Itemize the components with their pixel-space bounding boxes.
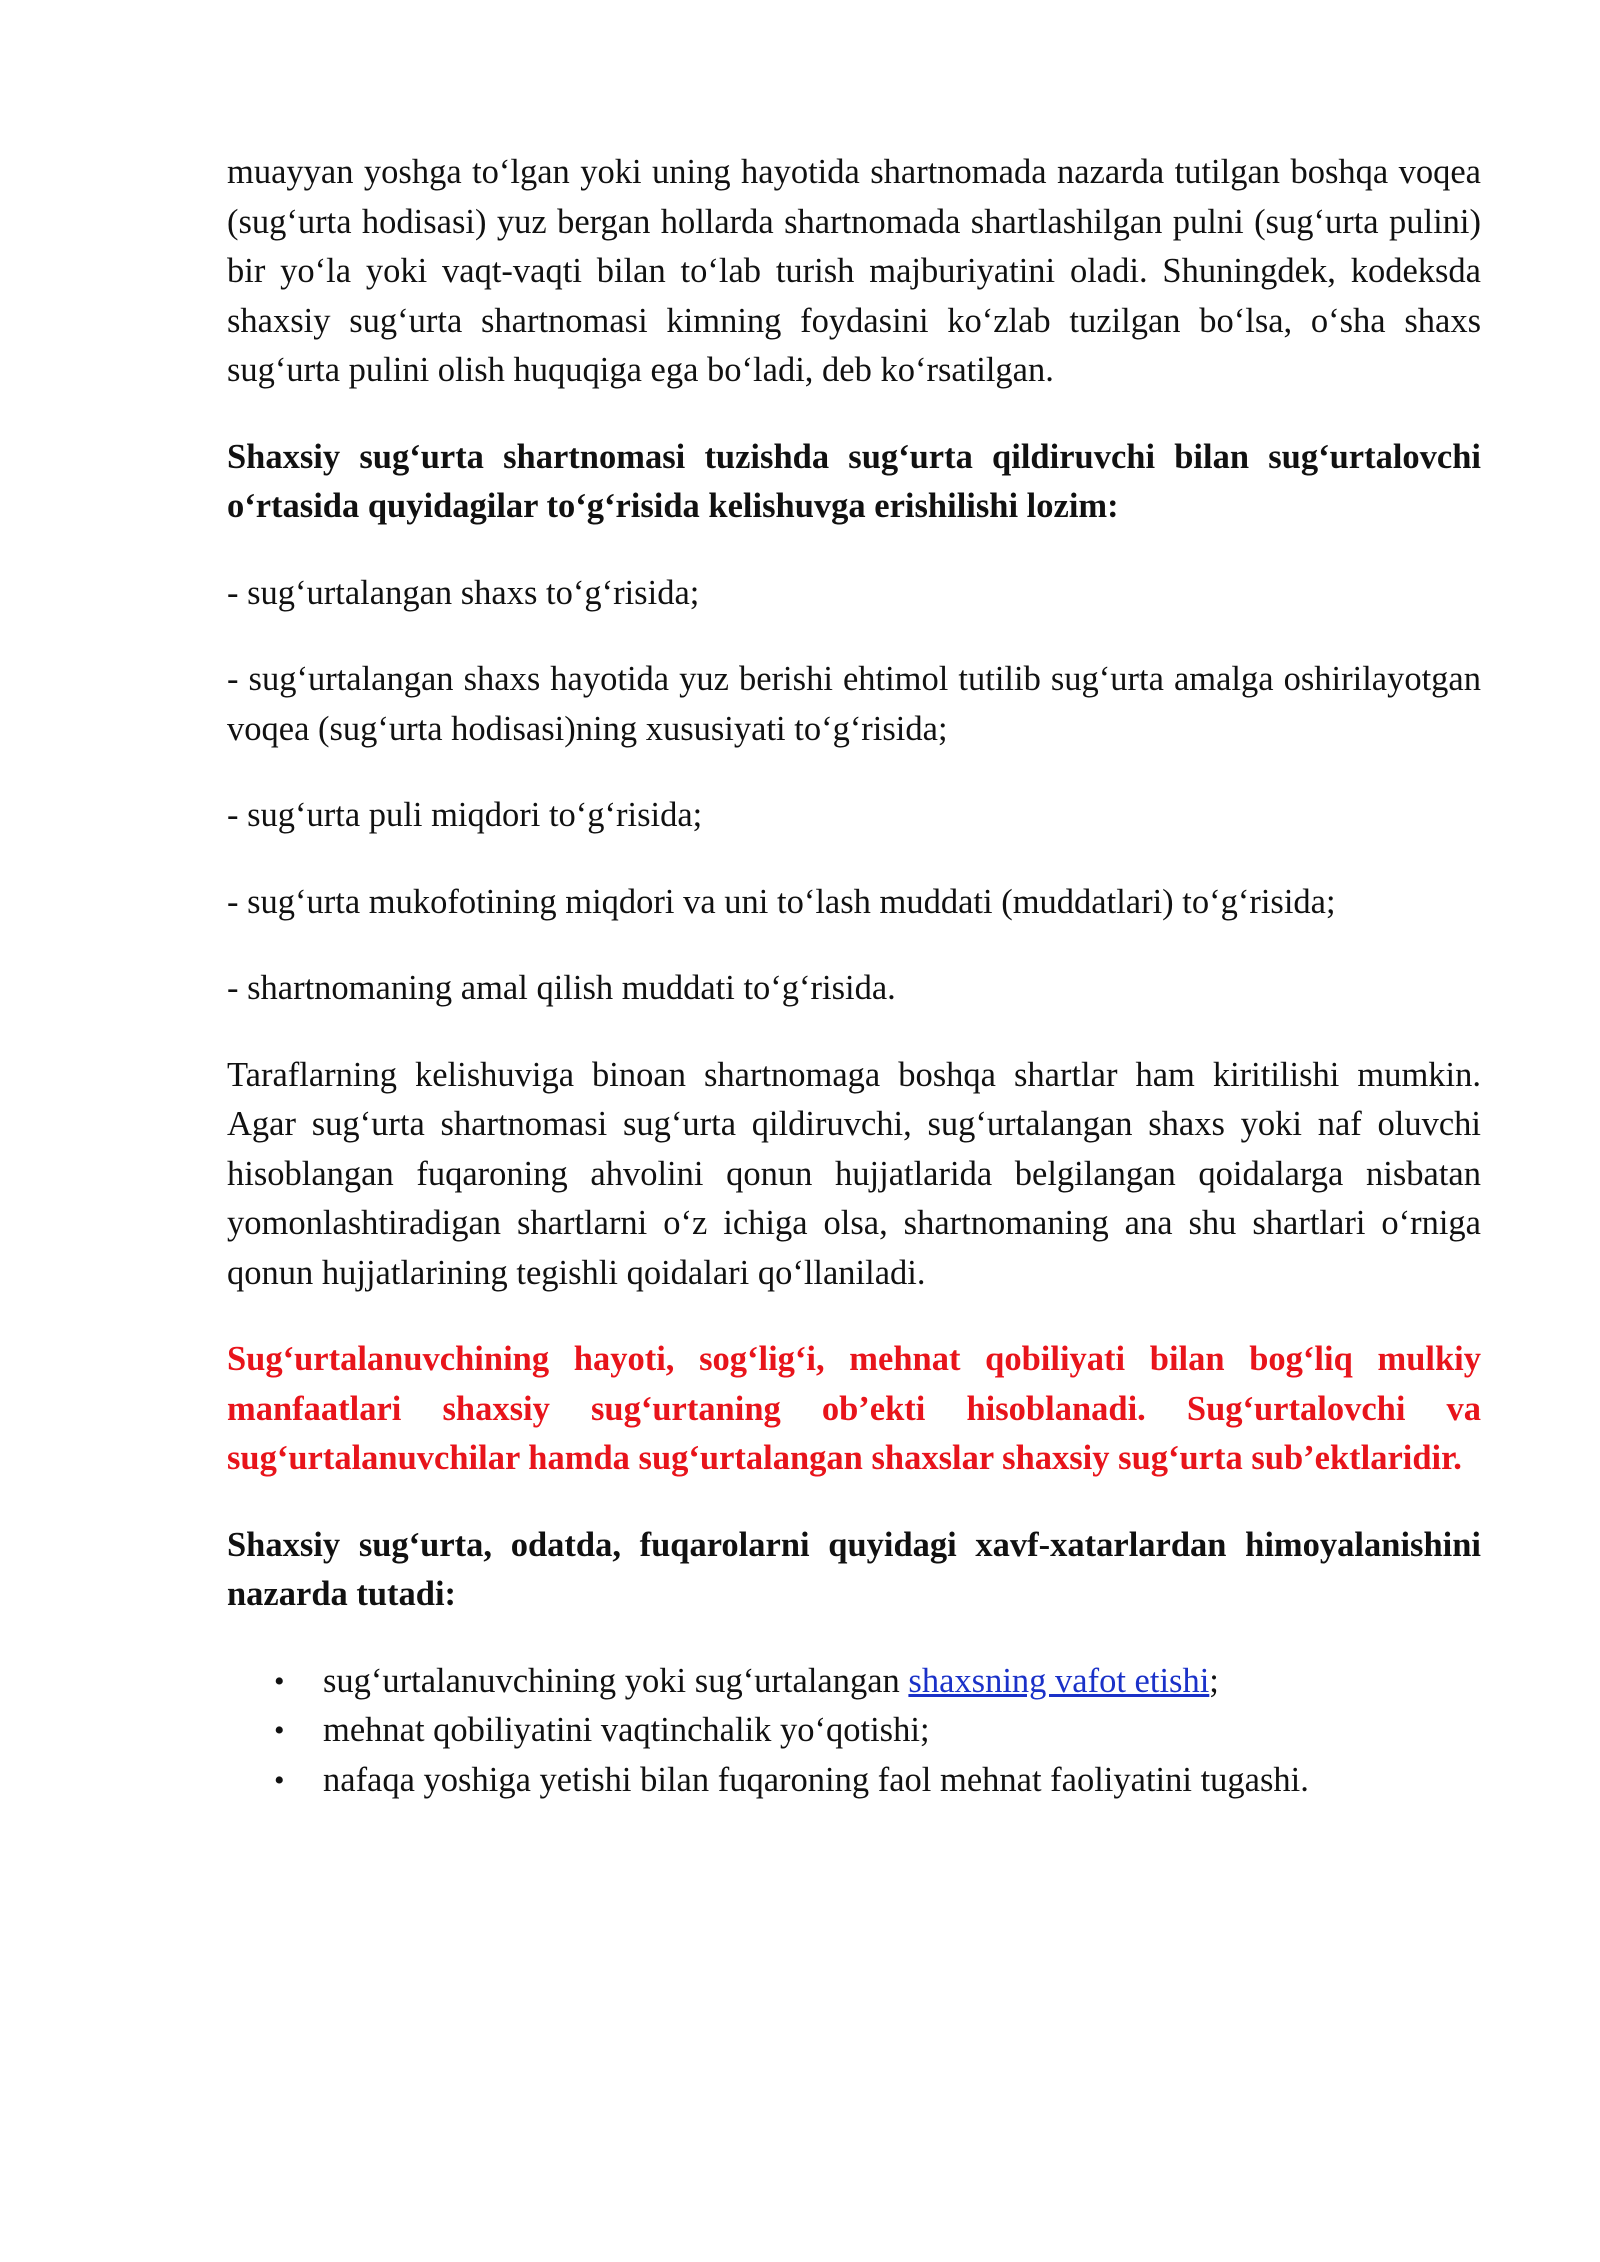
highlighted-red-paragraph: Sug‘urtalanuvchining hayoti, sog‘lig‘i, mehnat qobiliyati bilan bog‘liq mulkiy manfaatlari shaxsiy sug‘urtaning ob’ekti hisoblanadi. Sug‘urtalovchi va sug‘urtalanuvchilar hamda sug‘urtalangan shaxslar shaxsiy sug‘urta sub’ektlaridir.	[227, 1340, 1481, 1477]
list-item-suffix: ;	[1209, 1661, 1219, 1700]
parties-paragraph: Taraflarning kelishuviga binoan shartnomaga boshqa shartlar ham kiritilishi mumkin. Agar sug‘urta shartnomasi sug‘urta qildiruvchi, sug‘urtalangan shaxs yoki naf oluvchi hisoblangan fuqaroning ahvolini qonun hujjatlarida belgilangan qoidalarga nisbatan yomonlashtiradigan shartlarni o‘z ichiga olsa, shartnomaning ana shu shartlari o‘rniga qonun hujjatlarining tegishli qoidalari qo‘llaniladi.	[227, 1055, 1481, 1292]
list-item	[227, 1657, 1481, 1707]
list-item-text: mehnat qobiliyatini vaqtinchalik yo‘qotishi;	[323, 1711, 930, 1749]
intro-paragraph: muayyan yoshga to‘lgan yoki uning hayotida shartnomada nazarda tutilgan boshqa voqea (sug‘urta hodisasi) yuz bergan hollarda shartnomada shartlashilgan pulni (sug‘urta pulini) bir yo‘la yoki vaqt-vaqti bilan to‘lab turish majburiyatini oladi. Shuningdek, kodeksda shaxsiy sug‘urta shartnomasi kimning foydasini ko‘zlab tuzilgan bo‘lsa, o‘sha shaxs sug‘urta pulini olish huquqiga ega bo‘ladi, deb ko‘rsatilgan.	[227, 153, 1481, 389]
bullet-icon: •	[274, 1763, 285, 1797]
dash-item-event: - sug‘urtalangan shaxs hayotida yuz berishi ehtimol tutilib sug‘urta amalga oshirilayotgan voqea (sug‘urta hodisasi)ning xususiyati to‘g‘risida;	[227, 660, 1481, 748]
bullet-icon: •	[274, 1664, 285, 1698]
bullet-icon: •	[274, 1714, 285, 1747]
dash-item-premium: - sug‘urta mukofotining miqdori va uni to‘lash muddati (muddatlari) to‘g‘risida;	[227, 882, 1336, 921]
risks-heading: Shaxsiy sug‘urta, odatda, fuqarolarni quyidagi xavf-xatarlardan himoyalanishini nazarda tutadi:	[227, 1525, 1481, 1613]
document-page	[227, 148, 1481, 1805]
dash-item-term: - shartnomaning amal qilish muddati to‘g‘risida.	[227, 969, 896, 1007]
list-item	[227, 1706, 1481, 1756]
dash-item-amount: - sug‘urta puli miqdori to‘g‘risida;	[227, 796, 703, 834]
list-item-text: sug‘urtalanuvchining yoki sug‘urtalangan	[323, 1661, 909, 1700]
dash-item-person: - sug‘urtalangan shaxs to‘g‘risida;	[227, 573, 700, 612]
risks-bullet-list	[227, 1657, 1481, 1806]
agreement-heading: Shaxsiy sug‘urta shartnomasi tuzishda sug‘urta qildiruvchi bilan sug‘urtalovchi o‘rtasida quyidagilar to‘g‘risida kelishuvga erishilishi lozim:	[227, 437, 1481, 525]
list-item	[227, 1756, 1481, 1806]
list-item-text: nafaqa yoshiga yetishi bilan fuqaroning faol mehnat faoliyatini tugashi.	[323, 1760, 1309, 1799]
death-link[interactable]: shaxsning vafot etishi	[908, 1661, 1210, 1700]
